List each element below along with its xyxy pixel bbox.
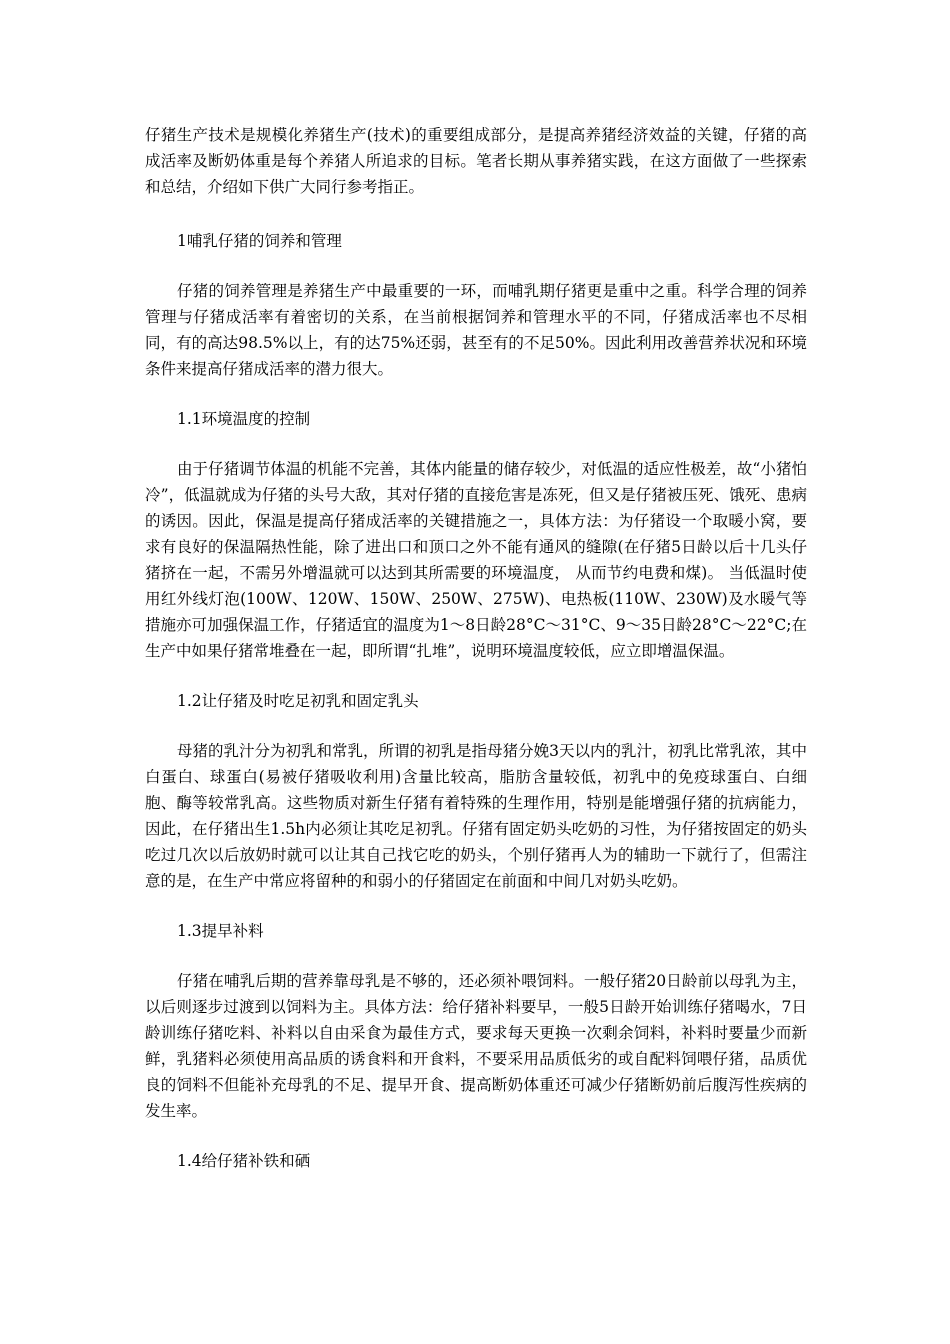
- section-paragraph-1-1: 由于仔猪调节体温的机能不完善，其体内能量的储存较少，对低温的适应性极差，故“小猪怕冷”，低温就成为仔猪的头号大敌，其对仔猪的直接危害是冻死，但又是仔猪被压死、饿死、患病的诱因。因此，保温是提高仔猪成活率的关键措施之一，具体方法：为仔猪设一个取暖小窝，要求有良好的保温隔热性能，除了进出口和顶口之外不能有通风的缝隙(在仔猪5日龄以后十几头仔猪挤在一起，不需另外增温就可以达到其所需要的环境温度， 从而节约电费和煤)。 当低温时使用红外线灯泡(100W、120W、150W、250W、275W)、电热板(110W、230W)及水暖气等措施亦可加强保温工作，仔猪适宜的温度为1～8日龄28°C～31°C、9～35日龄28°C～22°C;在生产中如果仔猪常堆叠在一起，即所谓“扎堆”，说明环境温度较低，应立即增温保温。: [145, 460, 807, 660]
- section-paragraph-1-2: 母猪的乳汁分为初乳和常乳，所谓的初乳是指母猪分娩3天以内的乳汁，初乳比常乳浓，其中白蛋白、球蛋白(易被仔猪吸收利用)含量比较高，脂肪含量较低，初乳中的免疫球蛋白、白细胞、酶等较常乳高。这些物质对新生仔猪有着特殊的生理作用，特别是能增强仔猪的抗病能力，因此，在仔猪出生1.5h内必须让其吃足初乳。仔猪有固定奶头吃奶的习性，为仔猪按固定的奶头吃过几次以后放奶时就可以让其自己找它吃的奶头，个别仔猪再人为的辅助一下就行了，但需注意的是，在生产中常应将留种的和弱小的仔猪固定在前面和中间几对奶头吃奶。: [145, 742, 807, 890]
- section-paragraph-1: 仔猪的饲养管理是养猪生产中最重要的一环，而哺乳期仔猪更是重中之重。科学合理的饲养管理与仔猪成活率有着密切的关系，在当前根据饲养和管理水平的不同，仔猪成活率也不尽相同，有的高达98.5%以上，有的达75%还弱，甚至有的不足50%。因此利用改善营养状况和环境条件来提高仔猪成活率的潜力很大。: [145, 282, 807, 378]
- section-paragraph-1-3: 仔猪在哺乳后期的营养靠母乳是不够的，还必须补喂饲料。一般仔猪20日龄前以母乳为主，以后则逐步过渡到以饲料为主。具体方法：给仔猪补料要早，一般5日龄开始训练仔猪喝水，7日龄训练仔猪吃料、补料以自由采食为最佳方式，要求每天更换一次剩余饲料，补料时要量少而新鲜，乳猪料必须使用高品质的诱食料和开食料，不要采用品质低劣的或自配料饲喂仔猪，品质优良的饲料不但能补充母乳的不足、提早开食、提高断奶体重还可减少仔猪断奶前后腹泻性疾病的发生率。: [145, 972, 807, 1120]
- section-heading-1-2: 1.2让仔猪及时吃足初乳和固定乳头: [177, 692, 419, 710]
- section-heading-1-3: 1.3提早补料: [177, 922, 264, 940]
- intro-paragraph: 仔猪生产技术是规模化养猪生产(技术)的重要组成部分，是提高养猪经济效益的关键，仔猪的高成活率及断奶体重是每个养猪人所追求的目标。笔者长期从事养猪实践，在这方面做了一些探索和总结，介绍如下供广大同行参考指正。: [145, 126, 807, 196]
- section-heading-1: 1哺乳仔猪的饲养和管理: [177, 232, 342, 250]
- section-heading-1-4: 1.4给仔猪补铁和硒: [177, 1152, 311, 1170]
- section-heading-1-1: 1.1环境温度的控制: [177, 410, 311, 428]
- document-body: [145, 122, 807, 1198]
